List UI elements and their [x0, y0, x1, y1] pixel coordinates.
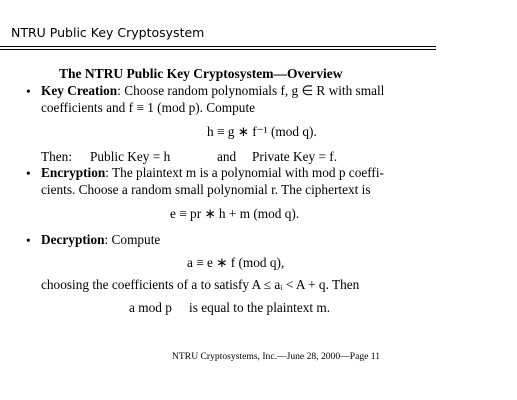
key-creation-formula: h ≡ g ∗ f⁻¹ (mod q). [207, 124, 317, 139]
slide-title: The NTRU Public Key Cryptosystem—Overview [59, 66, 343, 81]
encryption-formula: e ≡ pr ∗ h + m (mod q). [170, 206, 300, 221]
then-label: Then: [41, 149, 73, 164]
header-title: NTRU Public Key Cryptosystem [11, 25, 205, 40]
decryption-label: Decryption [41, 232, 105, 247]
and-label: and [217, 149, 237, 164]
encryption-label: Encryption [41, 165, 106, 180]
bullet-icon: • [26, 166, 31, 181]
encryption-line-2: cients. Choose a random small polynomial r. The ciphertext is [41, 182, 371, 197]
public-key-text: Public Key = h [90, 149, 171, 164]
bullet-icon: • [26, 84, 31, 99]
key-creation-line-2: coefficients and f ≡ 1 (mod p). Compute [41, 100, 256, 115]
decryption-line-1 [41, 232, 441, 248]
decryption-text-1: : Compute [104, 232, 161, 247]
bullet-icon: • [26, 233, 31, 248]
decryption-line-2: choosing the coefficients of a to satisfy A ≤ aᵢ < A + q. Then [41, 277, 360, 292]
header-rule-bottom [0, 49, 436, 50]
header-rule-top [0, 46, 436, 47]
decryption-formula: a ≡ e ∗ f (mod q), [187, 255, 285, 270]
key-creation-text-1: : Choose random polynomials f, g ∈ R with small [117, 83, 385, 98]
encryption-line-1 [41, 165, 441, 181]
result-rhs: is equal to the plaintext m. [189, 300, 331, 315]
result-lhs: a mod p [129, 300, 172, 315]
encryption-text-1: : The plaintext m is a polynomial with mod p coeffi- [105, 165, 384, 180]
key-creation-line-1 [41, 83, 441, 99]
private-key-text: Private Key = f. [252, 149, 338, 164]
key-creation-label: Key Creation [41, 83, 118, 98]
footer-text: NTRU Cryptosystems, Inc.—June 28, 2000—Page 11 [172, 351, 381, 362]
